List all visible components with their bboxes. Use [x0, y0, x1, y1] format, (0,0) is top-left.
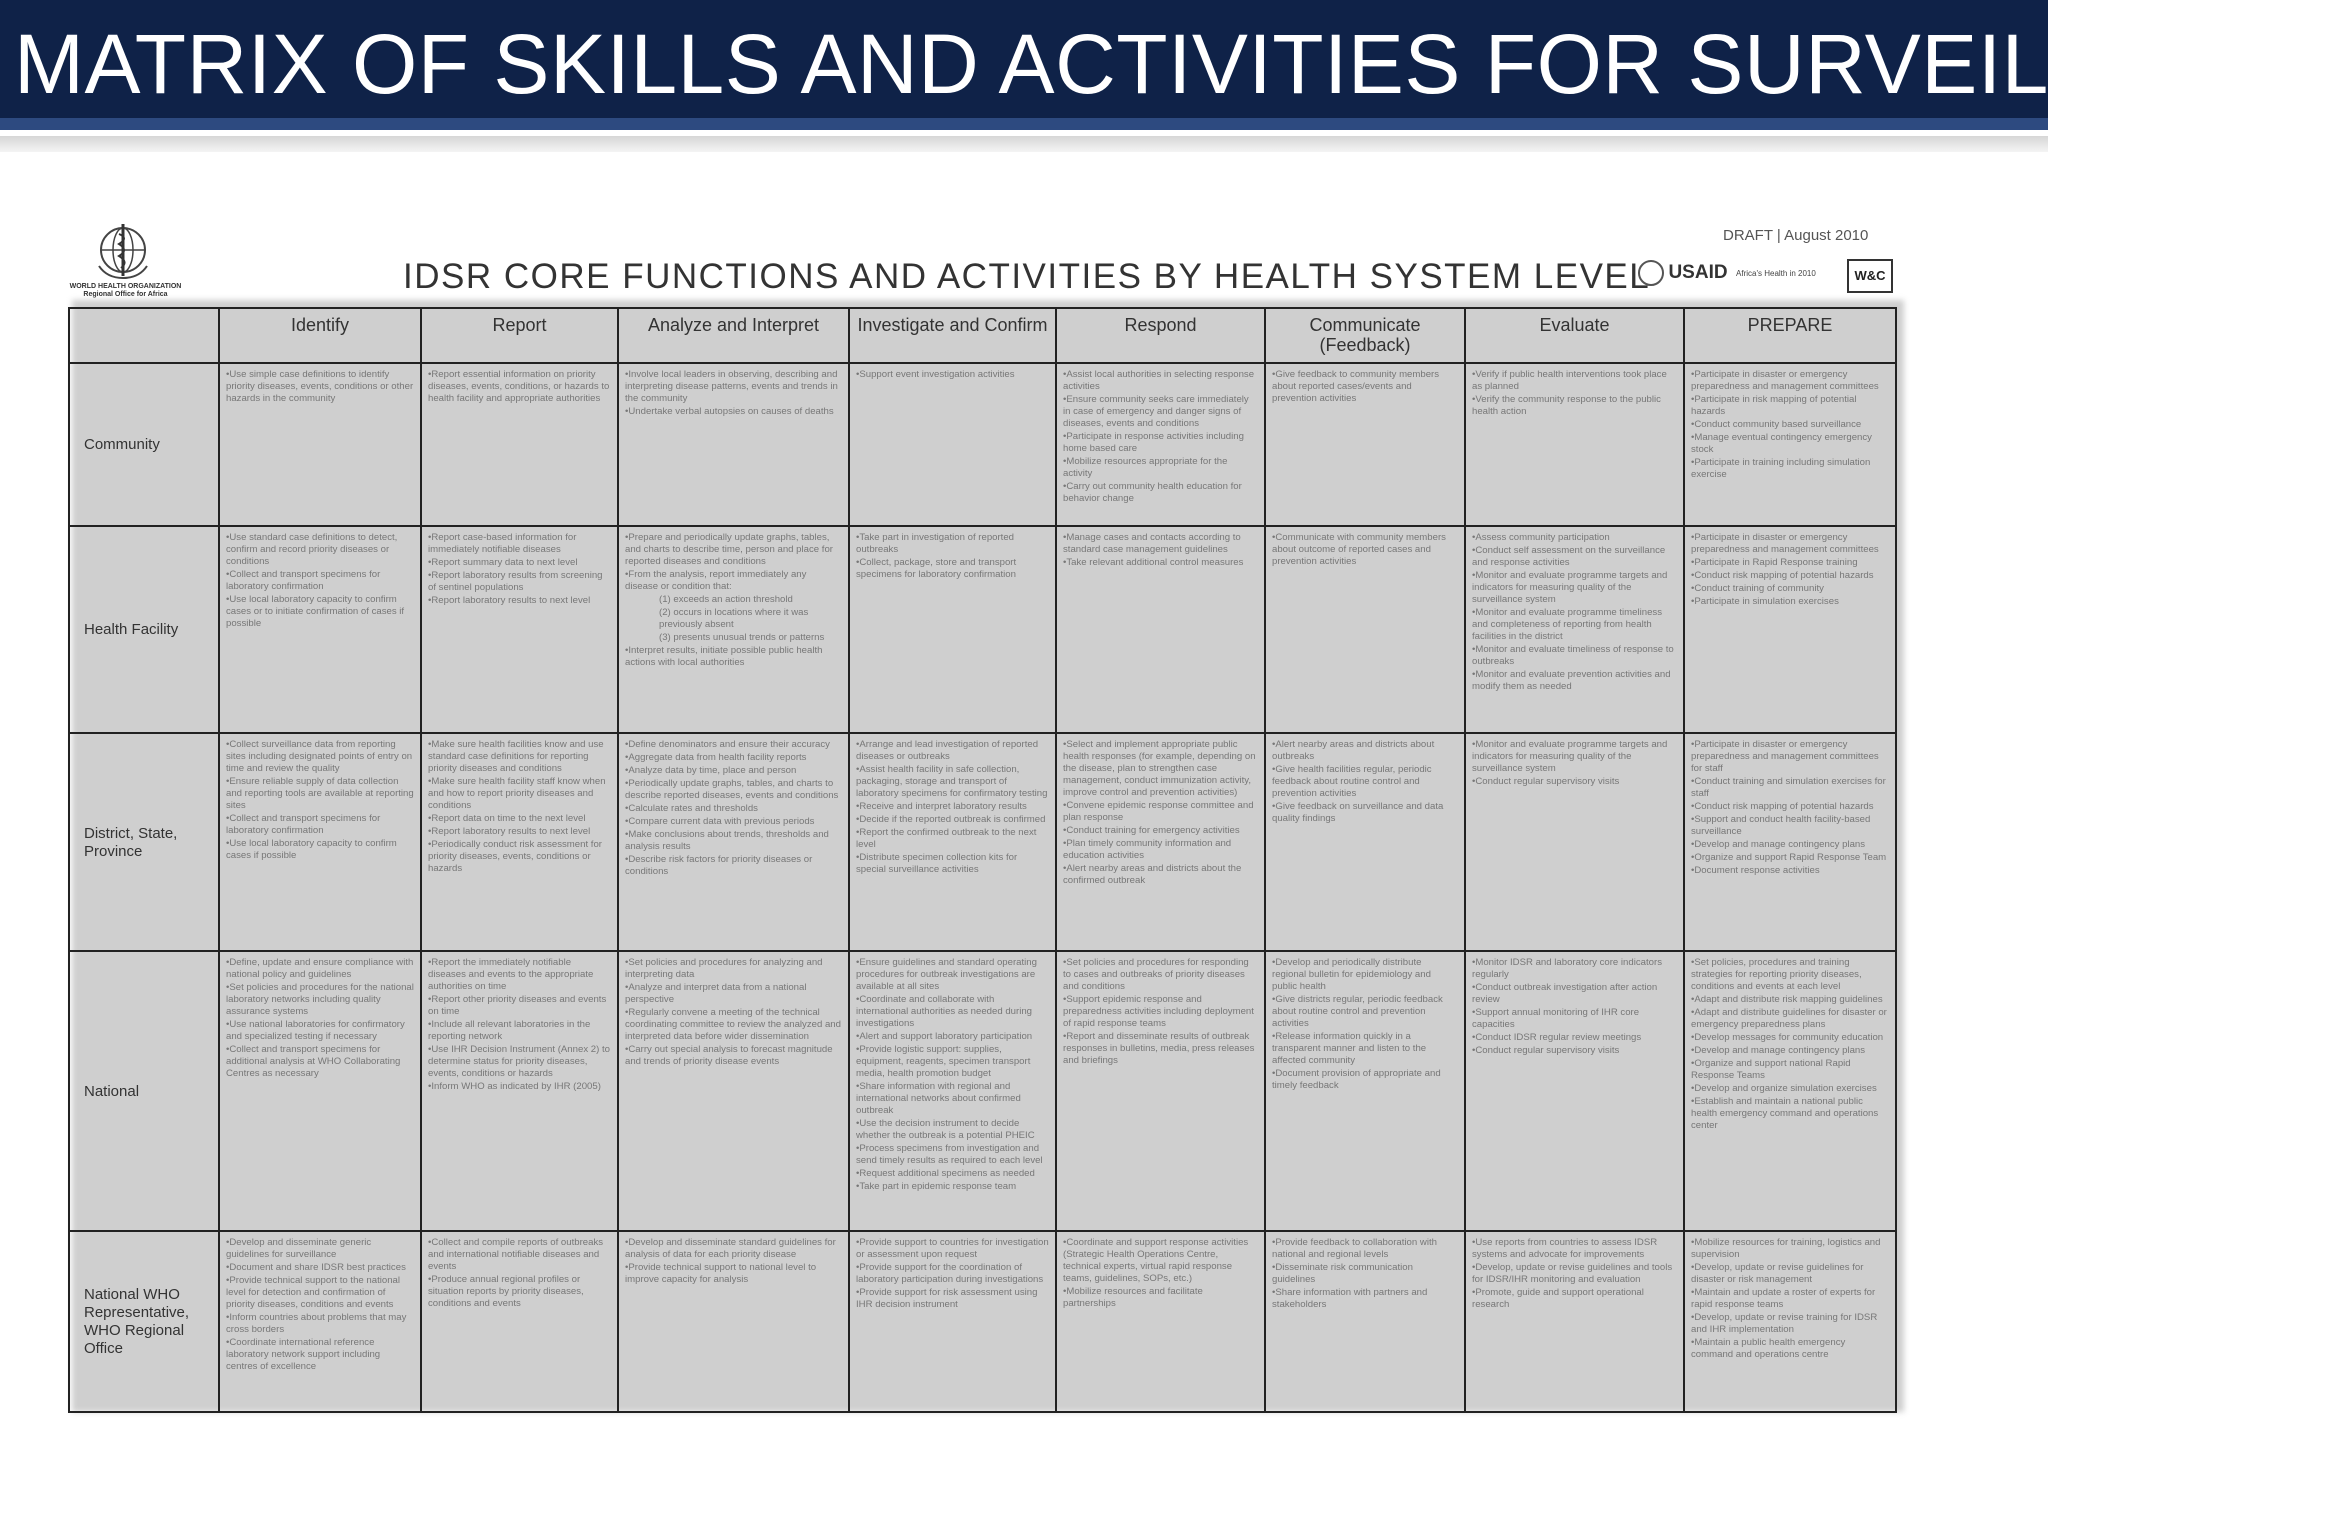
- activity-item: •Make sure health facilities know and use standard case definitions for reporting priority diseases and conditions: [428, 739, 604, 774]
- activity-item: •Maintain a public health emergency command and operations centre: [1691, 1337, 1846, 1360]
- activity-item: •Use national laboratories for confirmatory and specialized testing if necessary: [226, 1019, 405, 1042]
- activity-item: •Organize and support Rapid Response Team: [1691, 852, 1887, 863]
- activity-item: •Conduct risk mapping of potential hazards: [1691, 570, 1874, 581]
- table-cell: [1056, 1231, 1265, 1412]
- activity-item: •Report essential information on priority diseases, events, conditions, or hazards to health facility and appropriate authorities: [428, 369, 610, 404]
- activity-item: •Produce annual regional profiles or situation reports by priority diseases, conditions and events: [428, 1274, 584, 1309]
- activity-item: •Use reports from countries to assess IDSR systems and advocate for improvements: [1472, 1237, 1658, 1260]
- table-cell: [1465, 733, 1684, 951]
- activity-item: •Report case-based information for immediately notifiable diseases: [428, 532, 577, 555]
- table-cell: [421, 733, 618, 951]
- activity-item: •Give districts regular, periodic feedback about routine control and prevention activities: [1272, 994, 1443, 1029]
- table-cell: [219, 526, 421, 733]
- activity-item: •Include all relevant laboratories in the reporting network: [428, 1019, 591, 1042]
- africas-health-logo: Africa's Health in 2010: [1736, 268, 1816, 278]
- activity-item: •Report other priority diseases and events on time: [428, 994, 607, 1017]
- table-cell: [618, 1231, 849, 1412]
- activity-item: •From the analysis, report immediately any disease or condition that:: [625, 569, 807, 592]
- activity-item: •Verify the community response to the public health action: [1472, 394, 1661, 417]
- activity-item: •Organize and support national Rapid Response Teams: [1691, 1058, 1851, 1081]
- activity-item: (1) exceeds an action threshold: [659, 594, 793, 605]
- table-cell: [1265, 1231, 1465, 1412]
- activity-item: •Promote, guide and support operational research: [1472, 1287, 1644, 1310]
- table-cell: [1265, 363, 1465, 526]
- title-divider: [0, 136, 2048, 152]
- activity-item: •Make conclusions about trends, thresholds and analysis results: [625, 829, 829, 852]
- cell-activity-list: [1063, 739, 1258, 887]
- activity-item: •Monitor and evaluate timeliness of response to outbreaks: [1472, 644, 1674, 667]
- cell-activity-list: [625, 532, 842, 669]
- corner-header: [69, 308, 219, 363]
- activity-item: •Develop and disseminate standard guidelines for analysis of data for each priority disease: [625, 1237, 836, 1260]
- cell-activity-list: [428, 532, 611, 607]
- activity-item: •Collect and transport specimens for laboratory confirmation: [226, 569, 381, 592]
- activity-item: •Conduct training and simulation exercises for staff: [1691, 776, 1886, 799]
- cell-activity-list: [625, 369, 842, 418]
- slide-title-bar: [0, 0, 2331, 130]
- cell-activity-list: [1063, 1237, 1258, 1310]
- activity-item: •Define, update and ensure compliance with national policy and guidelines: [226, 957, 414, 980]
- cell-activity-list: [226, 1237, 414, 1373]
- activity-item: •Develop messages for community education: [1691, 1032, 1884, 1043]
- activity-item: •Share information with partners and stakeholders: [1272, 1287, 1428, 1310]
- activity-item: •Plan timely community information and education activities: [1063, 838, 1232, 861]
- activity-item: •Document and share IDSR best practices: [226, 1262, 406, 1273]
- cell-activity-list: [625, 739, 842, 878]
- row-label: Health Facility: [69, 526, 219, 733]
- activity-item: •Conduct IDSR regular review meetings: [1472, 1032, 1642, 1043]
- activity-item: •Participate in disaster or emergency preparedness and management committees: [1691, 532, 1879, 555]
- activity-item: •Set policies, procedures and training strategies for reporting priority diseases, conditions and events at each level: [1691, 957, 1862, 992]
- cell-activity-list: [856, 957, 1049, 1193]
- table-cell: [1056, 363, 1265, 526]
- row-label: National: [69, 951, 219, 1231]
- usaid-wordmark: USAID: [1668, 262, 1728, 283]
- activity-item: •Provide support to countries for investigation or assessment upon request: [856, 1237, 1049, 1260]
- table-cell: [618, 951, 849, 1231]
- activity-item: •Develop and organize simulation exercises: [1691, 1083, 1877, 1094]
- cell-activity-list: [1691, 532, 1889, 608]
- table-cell: [1684, 1231, 1896, 1412]
- table-cell: [1684, 526, 1896, 733]
- activity-item: •Report data on time to the next level: [428, 813, 586, 824]
- activity-item: •Compare current data with previous periods: [625, 816, 815, 827]
- activity-item: •Establish and maintain a national public health emergency command and operations center: [1691, 1096, 1879, 1131]
- partner-logo: W&C: [1847, 259, 1893, 293]
- activity-item: •Manage cases and contacts according to standard case management guidelines: [1063, 532, 1241, 555]
- activity-item: •Participate in response activities including home based care: [1063, 431, 1244, 454]
- activity-item: •Develop and manage contingency plans: [1691, 1045, 1866, 1056]
- table-row: [69, 733, 1896, 951]
- activity-item: •Support and conduct health facility-based surveillance: [1691, 814, 1871, 837]
- activity-item: •Conduct training for emergency activities: [1063, 825, 1240, 836]
- table-cell: [618, 733, 849, 951]
- cell-activity-list: [1063, 532, 1258, 569]
- activity-item: •Take part in investigation of reported outbreaks: [856, 532, 1015, 555]
- activity-item: •Alert and support laboratory participation: [856, 1031, 1033, 1042]
- activity-item: •Regularly convene a meeting of the technical coordinating committee to review the analyzed and interpreted data before wider dissemination: [625, 1007, 841, 1042]
- activity-item: •Collect and compile reports of outbreaks and international notifiable diseases and events: [428, 1237, 604, 1272]
- activity-item: •Periodically update graphs, tables, and charts to describe reported diseases, events and conditions: [625, 778, 839, 801]
- activity-item: •Process specimens from investigation and send timely results as required to each level: [856, 1143, 1043, 1166]
- cell-activity-list: [1472, 1237, 1677, 1311]
- cell-activity-list: [1472, 957, 1677, 1057]
- cell-activity-list: [226, 369, 414, 405]
- activity-item: •Adapt and distribute guidelines for disaster or emergency preparedness plans: [1691, 1007, 1887, 1030]
- table-row: [69, 363, 1896, 526]
- activity-item: •Define denominators and ensure their accuracy: [625, 739, 830, 750]
- activity-item: •Report laboratory results to next level: [428, 595, 591, 606]
- activity-item: •Take part in epidemic response team: [856, 1181, 1017, 1192]
- activity-item: •Conduct outbreak investigation after action review: [1472, 982, 1658, 1005]
- activity-item: •Collect surveillance data from reporting sites including designated points of entry on time and review the quality: [226, 739, 413, 774]
- table-cell: [219, 951, 421, 1231]
- activity-item: •Use the decision instrument to decide whether the outbreak is a potential PHEIC: [856, 1118, 1035, 1141]
- table-cell: [1265, 951, 1465, 1231]
- activity-item: •Verify if public health interventions took place as planned: [1472, 369, 1667, 392]
- row-label: District, State, Province: [69, 733, 219, 951]
- cell-activity-list: [226, 739, 414, 862]
- activity-item: •Inform WHO as indicated by IHR (2005): [428, 1081, 601, 1092]
- activity-item: •Carry out community health education for behavior change: [1063, 481, 1242, 504]
- table-cell: [1684, 363, 1896, 526]
- activity-item: •Set policies and procedures for responding to cases and outbreaks of priority diseases and conditions: [1063, 957, 1249, 992]
- cell-activity-list: [1691, 369, 1889, 481]
- activity-item: •Ensure reliable supply of data collection and reporting tools are available at reporting sites: [226, 776, 414, 811]
- header-row: [69, 308, 1896, 363]
- activity-item: •Support epidemic response and preparedness activities including deployment of rapid response teams: [1063, 994, 1254, 1029]
- activity-item: •Participate in training including simulation exercise: [1691, 457, 1871, 480]
- table-cell: [1465, 526, 1684, 733]
- table-cell: [421, 363, 618, 526]
- table-cell: [1056, 951, 1265, 1231]
- activity-item: •Select and implement appropriate public health responses (for example, depending on the disease, plan to strengthen case management, conduct immunization activity, improve control and prevention activities): [1063, 739, 1256, 798]
- activity-item: •Collect and transport specimens for additional analysis at WHO Collaborating Centres as necessary: [226, 1044, 401, 1079]
- activity-item: •Participate in Rapid Response training: [1691, 557, 1858, 568]
- activity-item: •Alert nearby areas and districts about the confirmed outbreak: [1063, 863, 1242, 886]
- cell-activity-list: [856, 369, 1049, 381]
- activity-item: •Mobilize resources and facilitate partnerships: [1063, 1286, 1203, 1309]
- cell-activity-list: [428, 369, 611, 405]
- table-row: [69, 526, 1896, 733]
- cell-activity-list: [856, 532, 1049, 581]
- table-cell: [1465, 1231, 1684, 1412]
- table-cell: [618, 363, 849, 526]
- activity-item: •Mobilize resources appropriate for the activity: [1063, 456, 1228, 479]
- column-header-identify: Identify: [219, 308, 421, 363]
- activity-item: •Give health facilities regular, periodic feedback about routine control and prevention activities: [1272, 764, 1432, 799]
- embedded-document: [68, 215, 1900, 1410]
- cell-activity-list: [856, 1237, 1049, 1311]
- column-header-prepare: PREPARE: [1684, 308, 1896, 363]
- row-label: National WHO Representative, WHO Regional Office: [69, 1231, 219, 1412]
- activity-item: •Conduct risk mapping of potential hazards: [1691, 801, 1874, 812]
- column-header-respond: Respond: [1056, 308, 1265, 363]
- activity-item: (2) occurs in locations where it was previously absent: [659, 607, 809, 630]
- table-cell: [421, 1231, 618, 1412]
- cell-activity-list: [1272, 369, 1458, 405]
- activity-item: •Adapt and distribute risk mapping guidelines: [1691, 994, 1883, 1005]
- activity-item: •Collect and transport specimens for laboratory confirmation: [226, 813, 381, 836]
- table-cell: [849, 363, 1056, 526]
- activity-item: •Mobilize resources for training, logistics and supervision: [1691, 1237, 1881, 1260]
- column-header-analyze: Analyze and Interpret: [618, 308, 849, 363]
- cell-activity-list: [226, 957, 414, 1080]
- table-cell: [1465, 951, 1684, 1231]
- activity-item: •Provide technical support to the national level for detection and confirmation of priority diseases, conditions and events: [226, 1275, 401, 1310]
- activity-item: •Decide if the reported outbreak is confirmed: [856, 814, 1046, 825]
- activity-item: •Conduct regular supervisory visits: [1472, 1045, 1620, 1056]
- activity-item: •Participate in simulation exercises: [1691, 596, 1839, 607]
- cell-activity-list: [1272, 739, 1458, 825]
- table-cell: [421, 951, 618, 1231]
- activity-item: •Coordinate international reference laboratory network support including centres of excellence: [226, 1337, 381, 1372]
- who-caption: WORLD HEALTH ORGANIZATION Regional Office for Africa: [69, 283, 182, 298]
- activity-item: •Use standard case definitions to detect, confirm and record priority diseases or conditions: [226, 532, 398, 567]
- activity-item: •Collect, package, store and transport specimens for laboratory confirmation: [856, 557, 1017, 580]
- table-row: [69, 1231, 1896, 1412]
- table-cell: [1265, 526, 1465, 733]
- cell-activity-list: [1691, 739, 1889, 877]
- activity-item: •Arrange and lead investigation of reported diseases or outbreaks: [856, 739, 1039, 762]
- activity-item: •Release information quickly in a transparent manner and listen to the affected community: [1272, 1031, 1427, 1066]
- activity-item: •Assist health facility in safe collection, packaging, storage and transport of laboratory specimens for confirmatory testing: [856, 764, 1048, 799]
- activity-item: •Develop and periodically distribute regional bulletin for epidemiology and public health: [1272, 957, 1431, 992]
- activity-item: •Make sure health facility staff know when and how to report priority diseases and conditions: [428, 776, 606, 811]
- cell-activity-list: [428, 1237, 611, 1310]
- who-emblem-icon: [93, 220, 153, 280]
- activity-item: •Participate in risk mapping of potential hazards: [1691, 394, 1857, 417]
- cell-activity-list: [625, 957, 842, 1068]
- who-logo: [68, 220, 183, 310]
- activity-item: •Ensure community seeks care immediately in case of emergency and danger signs of diseases, events and conditions: [1063, 394, 1249, 429]
- table-cell: [618, 526, 849, 733]
- cell-activity-list: [1272, 957, 1458, 1092]
- cell-activity-list: [226, 532, 414, 630]
- activity-item: •Interpret results, initiate possible public health actions with local authorities: [625, 645, 823, 668]
- activity-item: •Use local laboratory capacity to confirm cases or to initiate confirmation of cases if possible: [226, 594, 405, 629]
- activity-item: •Manage eventual contingency emergency stock: [1691, 432, 1872, 455]
- activity-item: •Report and disseminate results of outbreak responses in bulletins, media, press releases and briefings: [1063, 1031, 1255, 1066]
- activity-item: •Assist local authorities in selecting response activities: [1063, 369, 1255, 392]
- activity-item: •Provide technical support to national level to improve capacity for analysis: [625, 1262, 817, 1285]
- activity-item: •Develop, update or revise training for IDSR and IHR implementation: [1691, 1312, 1878, 1335]
- row-label: Community: [69, 363, 219, 526]
- activity-item: •Support event investigation activities: [856, 369, 1015, 380]
- activity-item: •Provide feedback to collaboration with national and regional levels: [1272, 1237, 1437, 1260]
- table-cell: [1684, 733, 1896, 951]
- activity-item: •Inform countries about problems that may cross borders: [226, 1312, 407, 1335]
- column-header-communicate: Communicate (Feedback): [1265, 308, 1465, 363]
- cell-activity-list: [1472, 532, 1677, 693]
- activity-item: •Periodically conduct risk assessment for priority diseases, events, conditions or hazards: [428, 839, 602, 874]
- cell-activity-list: [428, 957, 611, 1093]
- activity-item: •Conduct regular supervisory visits: [1472, 776, 1620, 787]
- column-header-investigate: Investigate and Confirm: [849, 308, 1056, 363]
- activity-item: •Report the confirmed outbreak to the next level: [856, 827, 1037, 850]
- usaid-seal-icon: [1638, 260, 1664, 286]
- table-row: [69, 951, 1896, 1231]
- activity-item: •Develop, update or revise guidelines and tools for IDSR/IHR monitoring and evaluation: [1472, 1262, 1673, 1285]
- table-cell: [849, 733, 1056, 951]
- cell-activity-list: [1272, 532, 1458, 568]
- activity-item: •Use simple case definitions to identify priority diseases, events, conditions or other hazards in the community: [226, 369, 414, 404]
- activity-item: •Conduct self assessment on the surveillance and response activities: [1472, 545, 1666, 568]
- activity-item: •Develop and disseminate generic guidelines for surveillance: [226, 1237, 372, 1260]
- activity-item: •Report laboratory results from screening of sentinel populations: [428, 570, 603, 593]
- activity-item: •Participate in disaster or emergency preparedness and management committees for staff: [1691, 739, 1879, 774]
- activity-item: •Provide logistic support: supplies, equipment, reagents, specimen transport media, health promotion budget: [856, 1044, 1031, 1079]
- table-cell: [849, 1231, 1056, 1412]
- activity-item: •Provide support for risk assessment using IHR decision instrument: [856, 1287, 1038, 1310]
- activity-item: •Prepare and periodically update graphs, tables, and charts to describe time, person and place for reported diseases and conditions: [625, 532, 833, 567]
- cell-activity-list: [428, 739, 611, 875]
- cell-activity-list: [1691, 957, 1889, 1132]
- cell-activity-list: [856, 739, 1049, 876]
- activity-item: •Monitor IDSR and laboratory core indicators regularly: [1472, 957, 1662, 980]
- slide-title: MATRIX OF SKILLS AND ACTIVITIES FOR SURVEILLANCE: [14, 17, 2331, 111]
- activity-item: •Report summary data to next level: [428, 557, 578, 568]
- activity-item: •Conduct training of community: [1691, 583, 1824, 594]
- activity-item: •Analyze and interpret data from a national perspective: [625, 982, 807, 1005]
- activity-item: •Develop and manage contingency plans: [1691, 839, 1866, 850]
- table-cell: [849, 526, 1056, 733]
- activity-item: •Develop, update or revise guidelines for disaster or risk management: [1691, 1262, 1864, 1285]
- activity-item: •Analyze data by time, place and person: [625, 765, 797, 776]
- activity-item: •Share information with regional and international networks about confirmed outbreak: [856, 1081, 1021, 1116]
- activity-item: •Maintain and update a roster of experts for rapid response teams: [1691, 1287, 1876, 1310]
- table-cell: [421, 526, 618, 733]
- activity-item: •Provide support for the coordination of laboratory participation during investigations: [856, 1262, 1044, 1285]
- skills-matrix-table: [68, 307, 1897, 1413]
- column-header-evaluate: Evaluate: [1465, 308, 1684, 363]
- activity-item: •Convene epidemic response committee and plan response: [1063, 800, 1254, 823]
- cell-activity-list: [625, 1237, 842, 1286]
- activity-item: •Support annual monitoring of IHR core capacities: [1472, 1007, 1640, 1030]
- activity-item: •Use IHR Decision Instrument (Annex 2) to determine status for priority diseases, events, conditions or hazards: [428, 1044, 610, 1079]
- activity-item: •Describe risk factors for priority diseases or conditions: [625, 854, 813, 877]
- document-title: IDSR CORE FUNCTIONS AND ACTIVITIES BY HEALTH SYSTEM LEVEL: [403, 257, 1651, 296]
- activity-item: •Disseminate risk communication guidelines: [1272, 1262, 1413, 1285]
- table-cell: [219, 363, 421, 526]
- activity-item: •Carry out special analysis to forecast magnitude and trends of priority disease events: [625, 1044, 833, 1067]
- cell-activity-list: [1472, 369, 1677, 418]
- table-cell: [849, 951, 1056, 1231]
- activity-item: •Document response activities: [1691, 865, 1820, 876]
- cell-activity-list: [1063, 957, 1258, 1067]
- activity-item: •Monitor and evaluate programme targets and indicators for measuring quality of the surveillance system: [1472, 739, 1668, 774]
- activity-item: •Ensure guidelines and standard operating procedures for outbreak investigations are available at all sites: [856, 957, 1037, 992]
- activity-item: •Undertake verbal autopsies on causes of deaths: [625, 406, 834, 417]
- activity-item: •Coordinate and support response activities (Strategic Health Operations Centre, technical experts, virtual rapid response teams, guidelines, SOPs, etc.): [1063, 1237, 1249, 1284]
- usaid-logo: [1638, 260, 1818, 292]
- activity-item: •Alert nearby areas and districts about outbreaks: [1272, 739, 1435, 762]
- activity-item: •Distribute specimen collection kits for special surveillance activities: [856, 852, 1018, 875]
- cell-activity-list: [1472, 739, 1677, 788]
- activity-item: •Take relevant additional control measures: [1063, 557, 1244, 568]
- activity-item: •Assess community participation: [1472, 532, 1610, 543]
- activity-item: •Report the immediately notifiable diseases and events to the appropriate authorities on time: [428, 957, 594, 992]
- table-cell: [1684, 951, 1896, 1231]
- activity-item: •Set policies and procedures for the national laboratory networks including quality assurance systems: [226, 982, 414, 1017]
- activity-item: (3) presents unusual trends or patterns: [659, 632, 825, 643]
- table-cell: [1056, 733, 1265, 951]
- cell-activity-list: [1691, 1237, 1889, 1361]
- activity-item: •Aggregate data from health facility reports: [625, 752, 807, 763]
- table-cell: [1056, 526, 1265, 733]
- activity-item: •Involve local leaders in observing, describing and interpreting disease patterns, events and trends in the community: [625, 369, 838, 404]
- draft-label: DRAFT | August 2010: [1723, 227, 1869, 244]
- activity-item: •Monitor and evaluate programme targets and indicators for measuring quality of the surveillance system: [1472, 570, 1668, 605]
- activity-item: •Receive and interpret laboratory results: [856, 801, 1027, 812]
- activity-item: •Calculate rates and thresholds: [625, 803, 758, 814]
- table-cell: [219, 733, 421, 951]
- activity-item: •Request additional specimens as needed: [856, 1168, 1035, 1179]
- activity-item: •Report laboratory results to next level: [428, 826, 591, 837]
- activity-item: •Give feedback to community members about reported cases/events and prevention activities: [1272, 369, 1440, 404]
- cell-activity-list: [1272, 1237, 1458, 1311]
- activity-item: •Set policies and procedures for analyzing and interpreting data: [625, 957, 823, 980]
- column-header-report: Report: [421, 308, 618, 363]
- activity-item: •Communicate with community members about outcome of reported cases and prevention activities: [1272, 532, 1446, 567]
- activity-item: •Coordinate and collaborate with international authorities as needed during investigations: [856, 994, 1033, 1029]
- table-cell: [1265, 733, 1465, 951]
- activity-item: •Use local laboratory capacity to confirm cases if possible: [226, 838, 397, 861]
- activity-item: •Give feedback on surveillance and data quality findings: [1272, 801, 1444, 824]
- table-cell: [219, 1231, 421, 1412]
- activity-item: •Participate in disaster or emergency preparedness and management committees: [1691, 369, 1879, 392]
- table-cell: [1465, 363, 1684, 526]
- activity-item: •Monitor and evaluate programme timeliness and completeness of reporting from health facilities in the district: [1472, 607, 1662, 642]
- activity-item: •Monitor and evaluate prevention activities and modify them as needed: [1472, 669, 1671, 692]
- activity-item: •Conduct community based surveillance: [1691, 419, 1862, 430]
- cell-activity-list: [1063, 369, 1258, 505]
- activity-item: •Document provision of appropriate and timely feedback: [1272, 1068, 1441, 1091]
